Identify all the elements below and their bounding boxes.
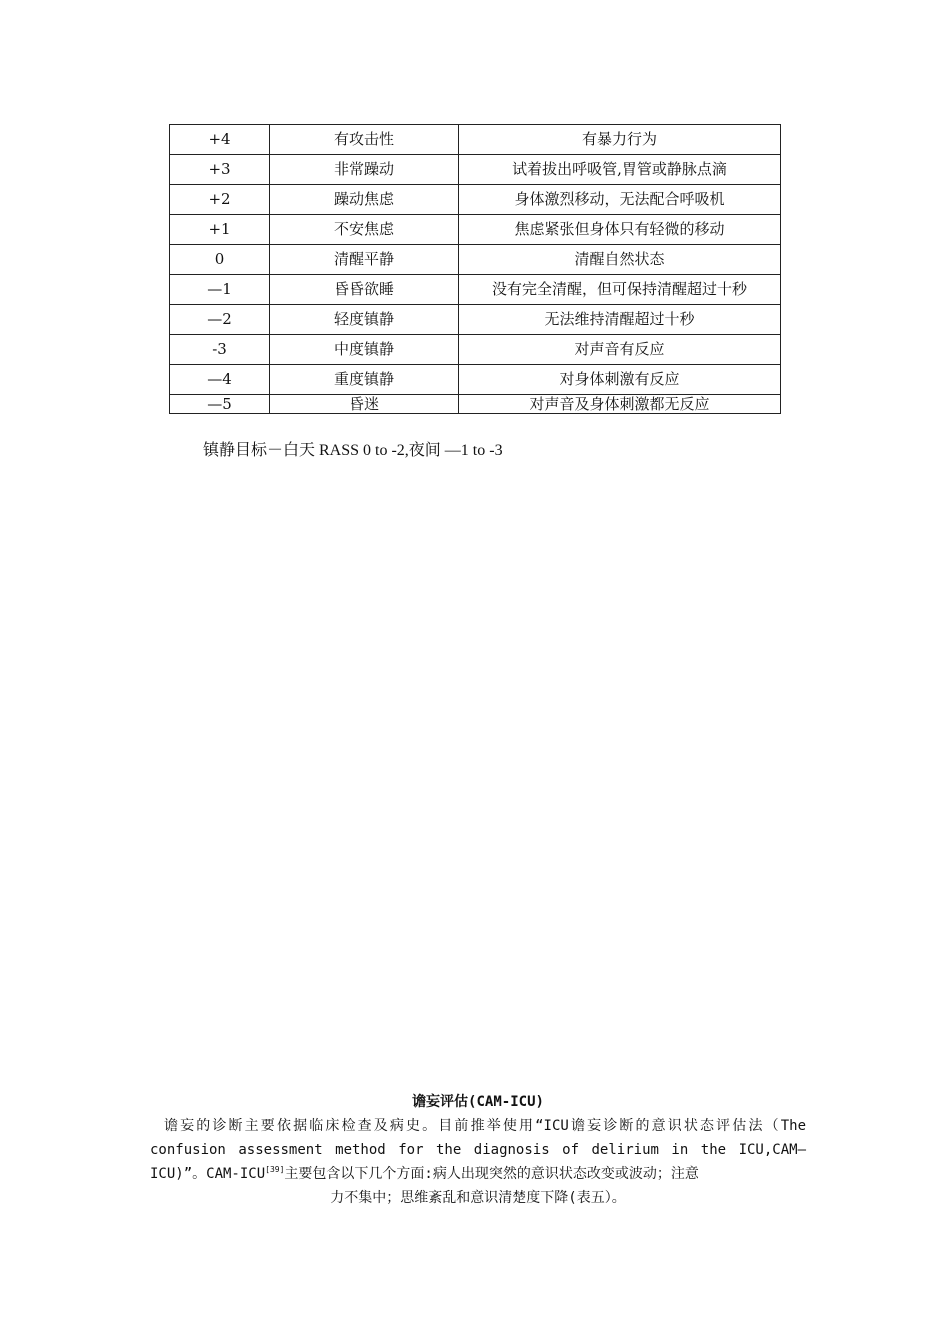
rass-table [169, 124, 781, 414]
table-row [170, 245, 781, 275]
score-cell: —5 [170, 395, 270, 414]
term-cell: 昏昏欲睡 [270, 275, 459, 305]
table-row [170, 155, 781, 185]
term-cell: 轻度镇静 [270, 305, 459, 335]
table-row [170, 365, 781, 395]
score-cell: +4 [170, 125, 270, 155]
term-cell: 重度镇静 [270, 365, 459, 395]
term-cell: 有攻击性 [270, 125, 459, 155]
score-cell: —4 [170, 365, 270, 395]
description-cell: 焦虑紧张但身体只有轻微的移动 [459, 215, 781, 245]
score-cell: +3 [170, 155, 270, 185]
description-cell: 试着拔出呼吸管,胃管或静脉点滴 [459, 155, 781, 185]
score-cell: +2 [170, 185, 270, 215]
description-cell: 对身体刺激有反应 [459, 365, 781, 395]
sedation-target: 镇静目标－白天 RASS 0 to -2,夜间 —1 to -3 [203, 442, 503, 459]
term-cell: 不安焦虑 [270, 215, 459, 245]
score-cell: -3 [170, 335, 270, 365]
description-cell: 对声音有反应 [459, 335, 781, 365]
paragraph-end: 力不集中；思维紊乱和意识清楚度下降(表五）。 [330, 1190, 626, 1206]
term-cell: 清醒平静 [270, 245, 459, 275]
description-cell: 清醒自然状态 [459, 245, 781, 275]
score-cell: —1 [170, 275, 270, 305]
term-cell: 中度镇静 [270, 335, 459, 365]
term-cell: 躁动焦虑 [270, 185, 459, 215]
description-cell: 没有完全清醒，但可保持清醒超过十秒 [459, 275, 781, 305]
term-cell: 昏迷 [270, 395, 459, 414]
description-cell: 身体激烈移动，无法配合呼吸机 [459, 185, 781, 215]
paragraph-text-2: 主要包含以下几个方面:病人出现突然的意识状态改变或波动；注意 [284, 1166, 699, 1182]
description-cell: 无法维持清醒超过十秒 [459, 305, 781, 335]
delirium-section [150, 1090, 806, 1210]
table-row [170, 305, 781, 335]
rass-table-body [170, 125, 781, 414]
score-cell: +1 [170, 215, 270, 245]
table-row [170, 395, 781, 414]
citation: [39] [265, 1165, 285, 1174]
table-row [170, 185, 781, 215]
description-cell: 对声音及身体刺激都无反应 [459, 395, 781, 414]
paragraph-text-1: 谵妄的诊断主要依据临床检查及病史。目前推举使用“ICU谵妄诊断的意识状态评估法（The confusion assessment method for the diagnosis of delirium in the ICU,CAM—ICU)”。CAM-ICU [150, 1118, 806, 1182]
table-row [170, 125, 781, 155]
table-row [170, 275, 781, 305]
table-row [170, 215, 781, 245]
term-cell: 非常躁动 [270, 155, 459, 185]
score-cell: —2 [170, 305, 270, 335]
section-paragraph [150, 1114, 806, 1186]
table-row [170, 335, 781, 365]
description-cell: 有暴力行为 [459, 125, 781, 155]
score-cell: 0 [170, 245, 270, 275]
section-title: 谵妄评估(CAM-ICU) [412, 1094, 544, 1110]
